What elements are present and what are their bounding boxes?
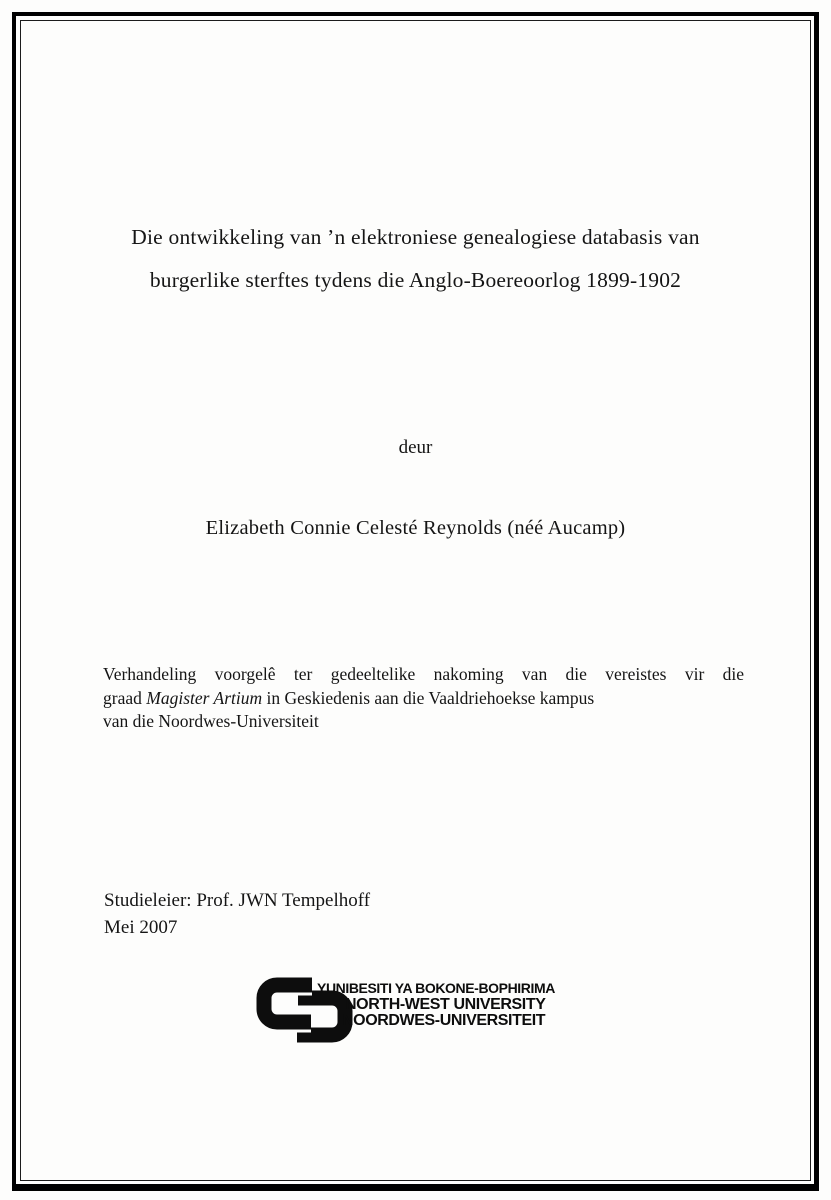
submission-line-2-suffix: in Geskiedenis aan die Vaaldriehoekse kampus bbox=[262, 687, 595, 708]
degree-name: Magister Artium bbox=[146, 687, 263, 708]
logo-line-english: NORTH-WEST UNIVERSITY bbox=[345, 996, 546, 1013]
supervisor-block bbox=[104, 888, 370, 941]
submission-statement bbox=[103, 663, 744, 734]
logo-line-setswana: YUNIBESITI YA BOKONE-BOPHIRIMA bbox=[317, 980, 555, 996]
thesis-title-line-1: Die ontwikkeling van ’n elektroniese genealogiese databasis van bbox=[131, 225, 700, 249]
submission-line-2-prefix: graad bbox=[103, 687, 147, 708]
submission-line-1: Verhandeling voorgelê ter gedeeltelike nakoming van die vereistes vir die bbox=[103, 664, 744, 684]
submission-line-3: van die Noordwes-Universiteit bbox=[103, 711, 319, 731]
submission-line-2 bbox=[103, 687, 744, 711]
byline-label: deur bbox=[398, 437, 433, 458]
date-line: Mei 2007 bbox=[104, 916, 178, 938]
supervisor-line: Studieleier: Prof. JWN Tempelhoff bbox=[104, 890, 371, 911]
thesis-title bbox=[60, 216, 771, 302]
thesis-title-line-2: burgerlike sterftes tydens die Anglo-Boereoorlog 1899-1902 bbox=[149, 268, 682, 292]
author-name: Elizabeth Connie Celesté Reynolds (néé Aucamp) bbox=[205, 517, 626, 539]
logo-line-afrikaans: NOORDWES-UNIVERSITEIT bbox=[342, 1012, 546, 1029]
